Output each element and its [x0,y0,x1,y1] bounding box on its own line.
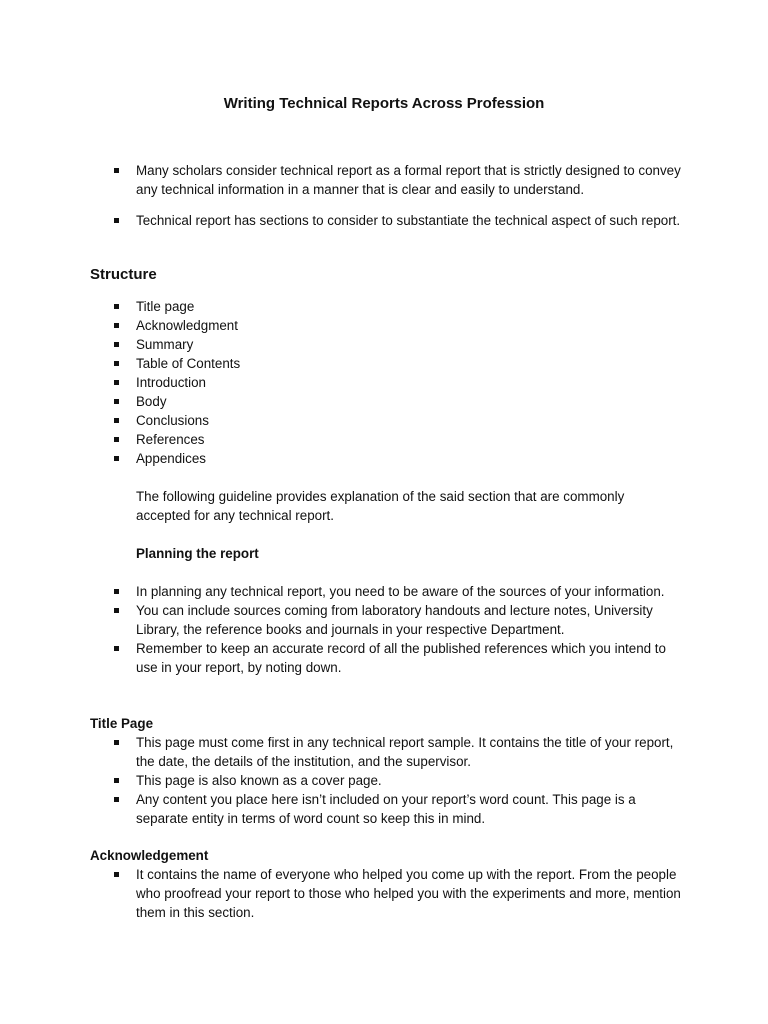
list-item: Introduction [0,373,768,392]
list-item: Body [0,392,768,411]
list-item: Technical report has sections to consider to substantiate the technical aspect of such report. [0,211,768,230]
list-item: Any content you place here isn’t included on your report’s word count. This page is a separate entity in terms of word count so keep this in mind. [0,790,768,828]
list-item: Conclusions [0,411,768,430]
planning-bullet-list [0,582,768,677]
list-item: References [0,430,768,449]
list-item: This page must come first in any technical report sample. It contains the title of your report, the date, the details of the institution, and the supervisor. [0,733,768,771]
list-item: It contains the name of everyone who helped you come up with the report. From the people who proofread your report to those who helped you with the experiments and more, mention them in this section. [0,865,768,922]
title-page-bullet-list [0,733,768,828]
planning-heading: Planning the report [136,546,259,561]
list-item: In planning any technical report, you need to be aware of the sources of your information. [0,582,768,601]
document-title: Writing Technical Reports Across Profession [223,95,545,112]
list-item: This page is also known as a cover page. [0,771,768,790]
structure-heading: Structure [90,266,157,283]
list-item: Appendices [0,449,768,468]
list-item: Table of Contents [0,354,768,373]
list-item: Summary [0,335,768,354]
structure-list [0,297,768,468]
guideline-paragraph: The following guideline provides explanation of the said section that are commonly accepted for any technical report. [136,489,625,523]
list-item: Acknowledgment [0,316,768,335]
acknowledgement-heading: Acknowledgement [90,848,209,863]
acknowledgement-bullet-list [0,865,768,922]
list-item: Title page [0,297,768,316]
list-item: Many scholars consider technical report as a formal report that is strictly designed to convey any technical information in a manner that is clear and easily to understand. [0,161,768,199]
title-page-heading: Title Page [90,716,154,731]
list-item: Remember to keep an accurate record of all the published references which you intend to use in your report, by noting down. [0,639,768,677]
list-item: You can include sources coming from laboratory handouts and lecture notes, University Library, the reference books and journals in your respective Department. [0,601,768,639]
intro-bullet-list [0,161,768,230]
